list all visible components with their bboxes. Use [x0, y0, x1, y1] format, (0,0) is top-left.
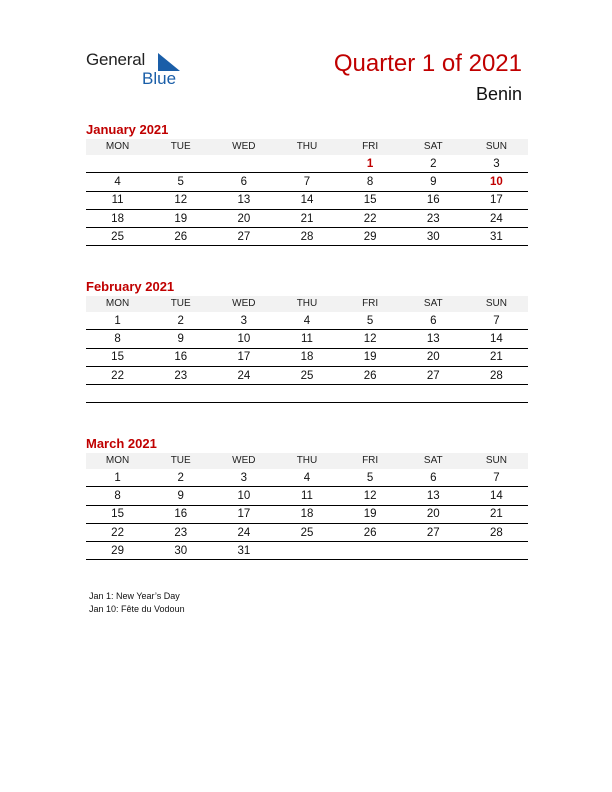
day-cell: 11: [275, 487, 338, 505]
day-cell: [275, 385, 338, 403]
day-cell: 28: [465, 366, 528, 384]
calendar-table: [86, 296, 528, 403]
day-cell: [465, 542, 528, 560]
day-cell: [465, 385, 528, 403]
day-cell: 9: [402, 173, 465, 191]
day-cell: 12: [149, 191, 212, 209]
day-cell: 18: [86, 209, 149, 227]
week-row: [86, 542, 528, 560]
week-row: [86, 469, 528, 487]
day-cell: 21: [275, 209, 338, 227]
weekday-header: SUN: [465, 453, 528, 469]
day-cell: 27: [402, 366, 465, 384]
weekday-header: SAT: [402, 296, 465, 312]
logo: [86, 50, 196, 90]
week-row: [86, 155, 528, 173]
day-cell: 24: [465, 209, 528, 227]
day-cell: 6: [402, 469, 465, 487]
day-cell: [149, 155, 212, 173]
day-cell: 25: [275, 366, 338, 384]
day-cell: 22: [86, 523, 149, 541]
day-cell: 18: [275, 505, 338, 523]
day-cell: 23: [402, 209, 465, 227]
weekday-header-row: [86, 139, 528, 155]
day-cell: 26: [339, 523, 402, 541]
day-cell: 16: [402, 191, 465, 209]
day-cell: 13: [402, 487, 465, 505]
day-cell: 10: [212, 487, 275, 505]
weekday-header-row: [86, 453, 528, 469]
weekday-header: SUN: [465, 139, 528, 155]
day-cell: 20: [402, 348, 465, 366]
day-cell: 29: [86, 542, 149, 560]
day-cell: 21: [465, 348, 528, 366]
day-cell: 15: [339, 191, 402, 209]
day-cell: 25: [275, 523, 338, 541]
day-cell: 27: [402, 523, 465, 541]
day-cell: 3: [212, 312, 275, 330]
day-cell: 20: [212, 209, 275, 227]
day-cell: 24: [212, 523, 275, 541]
month-block-march: [86, 435, 528, 560]
day-cell: 21: [465, 505, 528, 523]
day-cell: 8: [339, 173, 402, 191]
holiday-note: Jan 1: New Year’s Day: [89, 591, 180, 601]
day-cell: 17: [212, 505, 275, 523]
weekday-header: WED: [212, 139, 275, 155]
day-cell: [212, 385, 275, 403]
day-cell: 28: [275, 228, 338, 246]
weekday-header: TUE: [149, 296, 212, 312]
day-cell: [212, 155, 275, 173]
week-row: [86, 173, 528, 191]
day-cell: 31: [465, 228, 528, 246]
calendar-body: [86, 312, 528, 403]
calendar-body: [86, 155, 528, 246]
week-row: [86, 348, 528, 366]
weekday-header: MON: [86, 296, 149, 312]
day-cell: 23: [149, 366, 212, 384]
day-cell: 4: [86, 173, 149, 191]
day-cell: 10: [465, 173, 528, 191]
weekday-header: WED: [212, 296, 275, 312]
day-cell: 28: [465, 523, 528, 541]
day-cell: 20: [402, 505, 465, 523]
day-cell: 10: [212, 330, 275, 348]
page-title: Quarter 1 of 2021: [333, 50, 522, 77]
day-cell: 2: [149, 312, 212, 330]
month-block-february: [86, 278, 528, 403]
day-cell: 2: [402, 155, 465, 173]
weekday-header: THU: [275, 139, 338, 155]
week-row: [86, 191, 528, 209]
day-cell: 5: [339, 312, 402, 330]
holiday-note: Jan 10: Fête du Vodoun: [89, 604, 185, 614]
holiday-notes: [89, 590, 185, 616]
week-row: [86, 487, 528, 505]
logo-blue-text: Blue: [142, 69, 177, 88]
weekday-header: MON: [86, 139, 149, 155]
day-cell: 7: [465, 312, 528, 330]
day-cell: 22: [339, 209, 402, 227]
weekday-header: SAT: [402, 139, 465, 155]
day-cell: 9: [149, 330, 212, 348]
weekday-header: MON: [86, 453, 149, 469]
weekday-header: SAT: [402, 453, 465, 469]
day-cell: 31: [212, 542, 275, 560]
month-title: February 2021: [86, 279, 175, 294]
weekday-header: TUE: [149, 139, 212, 155]
day-cell: 1: [339, 155, 402, 173]
day-cell: [339, 542, 402, 560]
week-row: [86, 228, 528, 246]
day-cell: [275, 542, 338, 560]
day-cell: 14: [465, 487, 528, 505]
week-row: [86, 366, 528, 384]
weekday-header: WED: [212, 453, 275, 469]
day-cell: 9: [149, 487, 212, 505]
day-cell: [86, 155, 149, 173]
day-cell: 19: [149, 209, 212, 227]
week-row: [86, 385, 528, 403]
day-cell: 30: [402, 228, 465, 246]
day-cell: 15: [86, 348, 149, 366]
day-cell: 29: [339, 228, 402, 246]
day-cell: 16: [149, 505, 212, 523]
day-cell: 12: [339, 330, 402, 348]
day-cell: 25: [86, 228, 149, 246]
day-cell: 7: [275, 173, 338, 191]
day-cell: 26: [339, 366, 402, 384]
day-cell: 30: [149, 542, 212, 560]
calendar-body: [86, 469, 528, 560]
day-cell: 17: [212, 348, 275, 366]
day-cell: [339, 385, 402, 403]
week-row: [86, 523, 528, 541]
weekday-header-row: [86, 296, 528, 312]
weekday-header: FRI: [339, 453, 402, 469]
day-cell: [149, 385, 212, 403]
day-cell: 14: [275, 191, 338, 209]
day-cell: 15: [86, 505, 149, 523]
day-cell: 18: [275, 348, 338, 366]
day-cell: 17: [465, 191, 528, 209]
day-cell: 23: [149, 523, 212, 541]
weekday-header: THU: [275, 453, 338, 469]
day-cell: 11: [275, 330, 338, 348]
day-cell: 6: [212, 173, 275, 191]
day-cell: [86, 385, 149, 403]
calendar-table: [86, 139, 528, 246]
day-cell: 3: [212, 469, 275, 487]
day-cell: 6: [402, 312, 465, 330]
day-cell: [402, 542, 465, 560]
calendar-table: [86, 453, 528, 560]
day-cell: 8: [86, 487, 149, 505]
day-cell: 4: [275, 312, 338, 330]
day-cell: 13: [402, 330, 465, 348]
weekday-header: TUE: [149, 453, 212, 469]
day-cell: [402, 385, 465, 403]
weekday-header: THU: [275, 296, 338, 312]
day-cell: 8: [86, 330, 149, 348]
weekday-header: FRI: [339, 296, 402, 312]
day-cell: 7: [465, 469, 528, 487]
day-cell: 1: [86, 469, 149, 487]
day-cell: 13: [212, 191, 275, 209]
weekday-header: FRI: [339, 139, 402, 155]
day-cell: 27: [212, 228, 275, 246]
day-cell: 26: [149, 228, 212, 246]
day-cell: 14: [465, 330, 528, 348]
day-cell: 11: [86, 191, 149, 209]
month-block-january: [86, 121, 528, 246]
day-cell: 19: [339, 505, 402, 523]
day-cell: 19: [339, 348, 402, 366]
day-cell: 2: [149, 469, 212, 487]
country-name: Benin: [475, 84, 522, 104]
week-row: [86, 312, 528, 330]
day-cell: 22: [86, 366, 149, 384]
day-cell: 24: [212, 366, 275, 384]
day-cell: 1: [86, 312, 149, 330]
day-cell: 4: [275, 469, 338, 487]
weekday-header: SUN: [465, 296, 528, 312]
logo-general-text: General: [86, 50, 146, 69]
week-row: [86, 209, 528, 227]
day-cell: 3: [465, 155, 528, 173]
week-row: [86, 330, 528, 348]
day-cell: 5: [339, 469, 402, 487]
month-title: March 2021: [86, 436, 157, 451]
week-row: [86, 505, 528, 523]
day-cell: [275, 155, 338, 173]
day-cell: 16: [149, 348, 212, 366]
day-cell: 5: [149, 173, 212, 191]
day-cell: 12: [339, 487, 402, 505]
month-title: January 2021: [86, 122, 169, 137]
